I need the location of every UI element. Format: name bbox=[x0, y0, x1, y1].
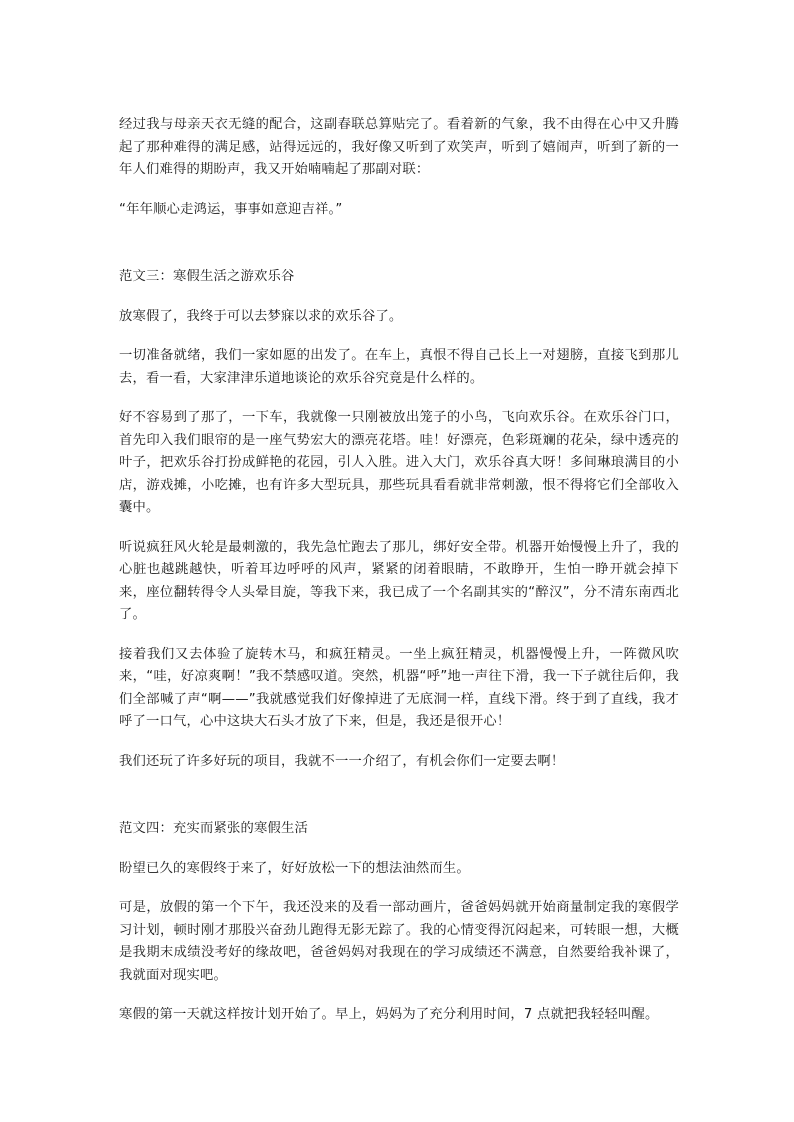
paragraph: 接着我们又去体验了旋转木马，和疯狂精灵。一坐上疯狂精灵，机器慢慢上升，一阵微风吹来，“哇，好凉爽啊！”我不禁感叹道。突然，机器“呼”地一声往下滑，我一下子就往后仰，我们全部喊了声“啊——”我就感觉我们好像掉进了无底洞一样，直线下滑。终于到了直线，我才呼了一口气，心中这块大石头才放了下来，但是，我还是很开心！ bbox=[119, 646, 679, 729]
paragraph: 一切准备就绪，我们一家如愿的出发了。在车上，真恨不得自己长上一对翅膀，直接飞到那儿去，看一看，大家津津乐道地谈论的欢乐谷究竟是什么样的。 bbox=[119, 348, 679, 386]
section-heading: 范文四：充实而紧张的寒假生活 bbox=[119, 821, 308, 836]
paragraph: 放寒假了，我终于可以去梦寐以求的欢乐谷了。 bbox=[119, 308, 403, 324]
document-page bbox=[119, 114, 679, 1027]
paragraph: 好不容易到了那了，一下车，我就像一只刚被放出笼子的小鸟，飞向欢乐谷。在欢乐谷门口，首先印入我们眼帘的是一座气势宏大的漂亮花塔。哇！好漂亮，色彩斑斓的花朵，绿中透亮的叶子，把欢乐谷打扮成鲜艳的花园，引人入胜。进入大门，欢乐谷真大呀！多间琳琅满目的小店，游戏摊，小吃摊，也有许多大型玩具，那些玩具看看就非常刺激，恨不得将它们全部收入囊中。 bbox=[119, 410, 679, 515]
paragraph: 听说疯狂风火轮是最刺激的，我先急忙跑去了那儿，绑好安全带。机器开始慢慢上升了，我的心脏也越跳越快，听着耳边呼呼的风声，紧紧的闭着眼睛，不敢睁开，生怕一睁开就会掉下来，座位翻转得令人头晕目旋，等我下来，我已成了一个名副其实的“醉汉”，分不清东南西北了。 bbox=[119, 539, 679, 622]
section-heading: 范文三：寒假生活之游欢乐谷 bbox=[119, 269, 295, 284]
paragraph: 盼望已久的寒假终于来了，好好放松一下的想法油然而生。 bbox=[119, 860, 470, 876]
paragraph: 寒假的第一天就这样按计划开始了。早上，妈妈为了充分利用时间，7 点就把我轻轻叫醒。 bbox=[119, 1007, 659, 1022]
paragraph: 我们还玩了许多好玩的项目，我就不一一介绍了，有机会你们一定要去啊！ bbox=[119, 753, 565, 769]
paragraph: 可是，放假的第一个下午，我还没来的及看一部动画片，爸爸妈妈就开始商量制定我的寒假学习计划，顿时刚才那股兴奋劲儿跑得无影无踪了。我的心情变得沉闷起来，可转眼一想，大概是我期末成绩没考好的缘故吧，爸爸妈妈对我现在的学习成绩还不满意，自然要给我补课了，我就面对现实吧。 bbox=[119, 900, 679, 983]
paragraph: 经过我与母亲天衣无缝的配合，这副春联总算贴完了。看着新的气象，我不由得在心中又升腾起了那种难得的满足感，站得远远的，我好像又听到了欢笑声，听到了嬉闹声，听到了新的一年人们难得的期盼声，我又开始喃喃起了那副对联： bbox=[119, 117, 679, 177]
quote-couplet: “年年顺心走鸿运，事事如意迎吉祥。” bbox=[119, 201, 343, 217]
